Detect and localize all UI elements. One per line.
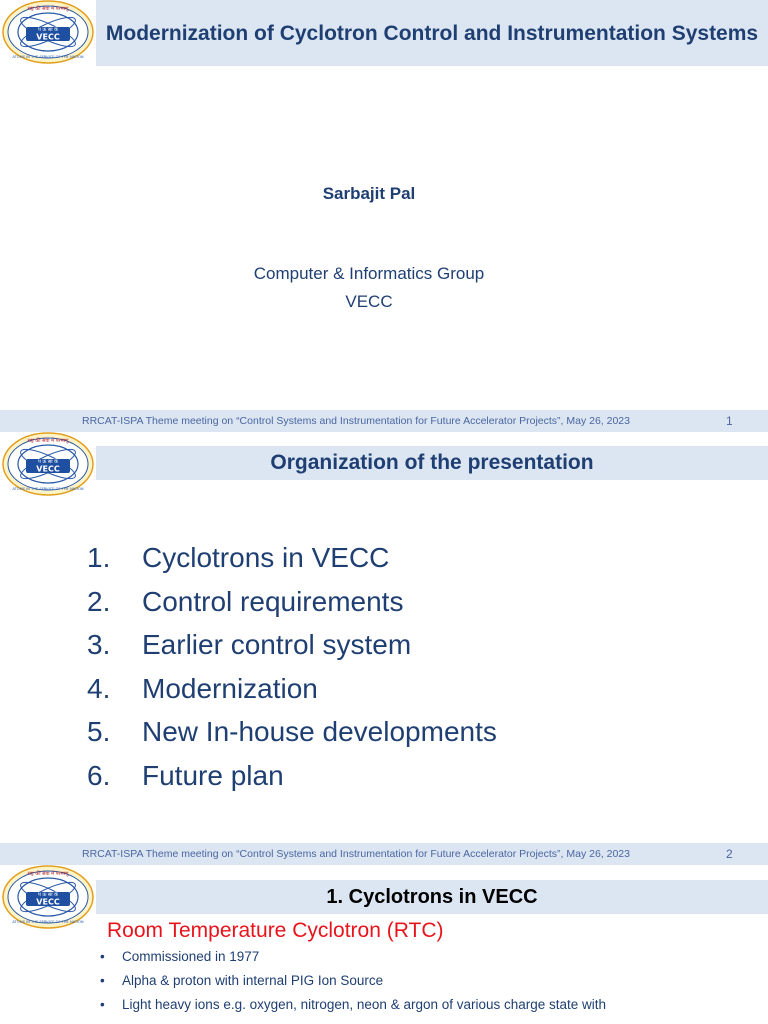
bullet-item: • Commissioned in 1977 xyxy=(100,949,260,964)
agenda-item: 4. Modernization xyxy=(87,672,318,704)
svg-text:VECC: VECC xyxy=(36,32,60,42)
footer-text: RRCAT-ISPA Theme meeting on “Control Systems and Instrumentation for Future Accelerator Projects”, May 26, 2023 xyxy=(82,415,630,427)
slide-footer xyxy=(0,843,768,865)
group-name: Computer & Informatics Group xyxy=(253,264,485,283)
svg-text:VECC: VECC xyxy=(36,897,60,907)
svg-text:राष्ट्र की सेवा में परमाणु: राष्ट्र की सेवा में परमाणु xyxy=(27,871,69,877)
slide-title-text: 1. Cyclotrons in VECC xyxy=(326,885,538,908)
bullet-item: • Alpha & proton with internal PIG Ion Source xyxy=(100,973,384,988)
logo-container xyxy=(2,865,94,934)
bullet-item: • Light heavy ions e.g. oxygen, nitrogen, neon & argon of various charge state with xyxy=(100,997,607,1012)
agenda-list xyxy=(87,536,497,797)
slide-title xyxy=(96,0,768,66)
vecc-logo xyxy=(2,0,94,64)
svg-text:ATOMS IN THE SERVICE OF THE NA: ATOMS IN THE SERVICE OF THE NATION xyxy=(12,55,84,59)
bullet-list xyxy=(100,945,606,1017)
agenda-item: 2. Control requirements xyxy=(87,585,404,617)
slide-title-text: Organization of the presentation xyxy=(270,451,594,474)
agenda-item: 6. Future plan xyxy=(87,759,284,791)
logo-container xyxy=(2,432,94,501)
svg-text:प ऊ सा कें: प ऊ सा कें xyxy=(37,459,59,465)
slide-title-text: Modernization of Cyclotron Control and Instrumentation Systems xyxy=(105,21,759,45)
svg-text:प ऊ सा कें: प ऊ सा कें xyxy=(37,892,59,898)
slide-footer xyxy=(0,410,768,432)
agenda-item: 5. New In-house developments xyxy=(87,716,497,747)
svg-text:ATOMS IN THE SERVICE OF THE NA: ATOMS IN THE SERVICE OF THE NATION xyxy=(12,487,84,491)
slide-2 xyxy=(0,432,768,865)
vecc-logo xyxy=(2,865,94,929)
vecc-logo xyxy=(2,432,94,496)
svg-text:ATOMS IN THE SERVICE OF THE NA: ATOMS IN THE SERVICE OF THE NATION xyxy=(12,920,84,924)
page-number: 1 xyxy=(726,414,733,428)
slide-3 xyxy=(0,865,768,1024)
svg-text:VECC: VECC xyxy=(36,464,60,474)
logo-container xyxy=(2,0,94,69)
slide-title xyxy=(96,446,768,480)
footer-text: RRCAT-ISPA Theme meeting on “Control Systems and Instrumentation for Future Accelerator Projects”, May 26, 2023 xyxy=(82,848,630,860)
slide-title xyxy=(96,880,768,914)
section-subtitle: Room Temperature Cyclotron (RTC) xyxy=(107,919,444,942)
slide-1 xyxy=(0,0,768,432)
agenda-item: 1. Cyclotrons in VECC xyxy=(87,542,390,573)
org-name: VECC xyxy=(345,292,393,311)
author-name: Sarbajit Pal xyxy=(322,184,416,203)
svg-text:राष्ट्र की सेवा में परमाणु: राष्ट्र की सेवा में परमाणु xyxy=(27,438,69,444)
svg-text:प ऊ सा कें: प ऊ सा कें xyxy=(37,27,59,33)
agenda-item: 3. Earlier control system xyxy=(87,629,412,660)
svg-text:राष्ट्र की सेवा में परमाणु: राष्ट्र की सेवा में परमाणु xyxy=(27,6,69,12)
page-number: 2 xyxy=(726,847,733,861)
